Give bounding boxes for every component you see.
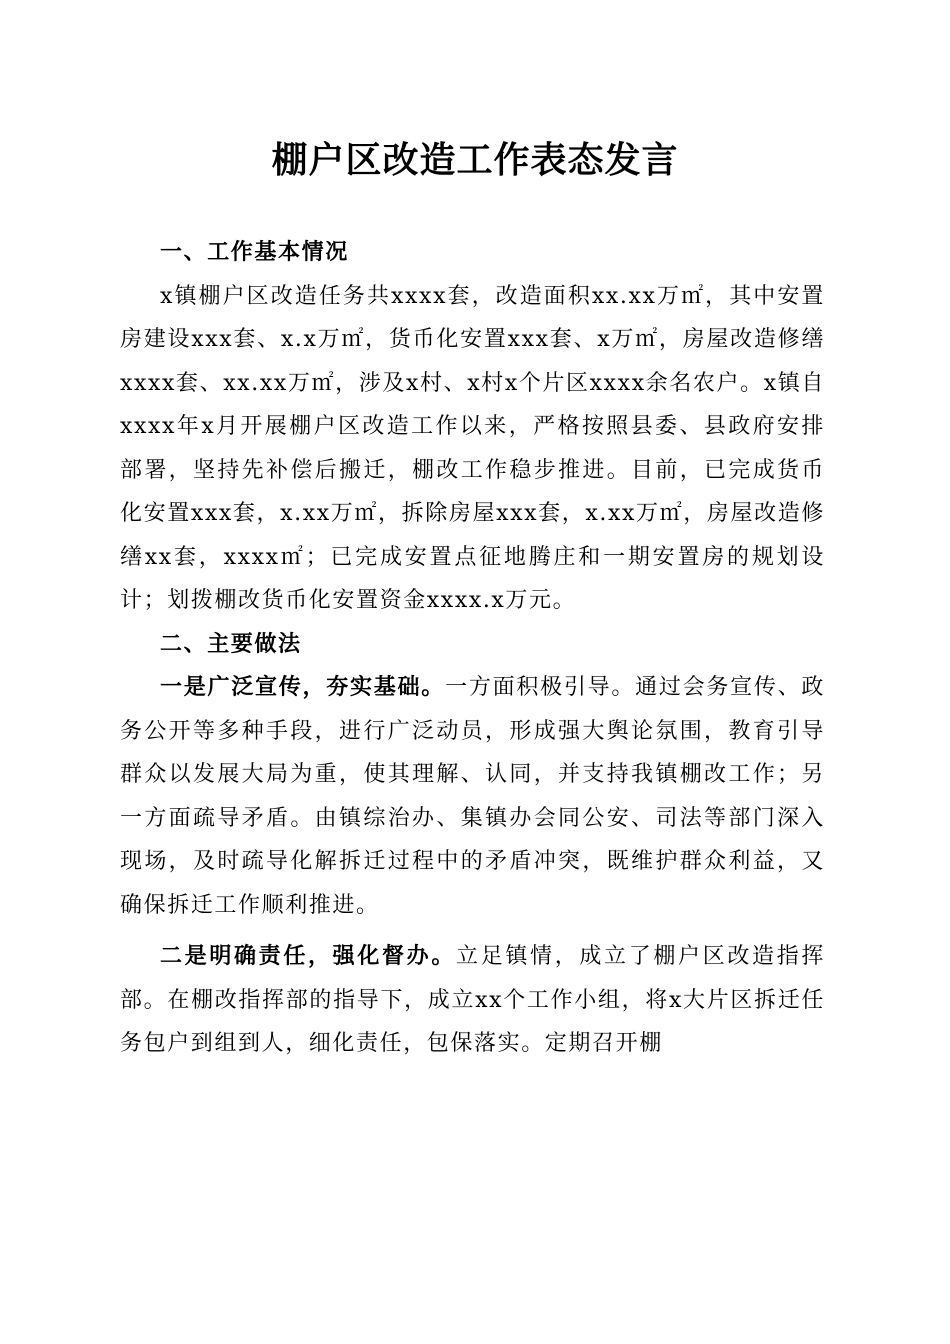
document-body (120, 231, 825, 1066)
section-heading-main-practices: 二、主要做法 (160, 631, 302, 657)
section-heading-basic-situation: 一、工作基本情况 (160, 240, 349, 265)
document-title: 棚户区改造工作表态发言 (271, 139, 679, 181)
paragraph-text-publicity: 一方面积极引导。通过会务宣传、政务公开等多种手段，进行广泛动员，形成强大舆论氛围，教育引导群众以发展大局为重，使其理解、认同，并支持我镇棚改工作；另一方面疏导矛盾。由镇综治办、集镇办会同公安、司法等部门深入现场，及时疏导化解拆迁过程中的矛盾冲突，既维护群众利益，又确保拆迁工作顺利推进。 (120, 675, 825, 918)
paragraph-basic-situation: x镇棚户区改造任务共xxxx套，改造面积xx.xx万㎡，其中安置房建设xxx套、x.x万㎡，货币化安置xxx套、x万㎡，房屋改造修缮xxxx套、xx.xx万㎡，涉及x村、x村x个片区xxxx余名农户。x镇自xxxx年x月开展棚户区改造工作以来，严格按照县委、县政府安排部署，坚持先补偿后搬迁，棚改工作稳步推进。目前，已完成货币化安置xxx套，x.xx万㎡，拆除房屋xxx套，x.xx万㎡，房屋改造修缮xx套，xxxx㎡；已完成安置点征地腾庄和一期安置房的规划设计；划拨棚改货币化安置资金xxxx.x万元。 (120, 283, 825, 613)
paragraph-lead-responsibility: 二是明确责任，强化督办。 (160, 944, 457, 969)
paragraph-publicity (120, 666, 825, 927)
paragraph-text-responsibility: 立足镇情，成立了棚户区改造指挥部。在棚改指挥部的指导下，成立xx个工作小组，将x大片区拆迁任务包户到组到人，细化责任，包保落实。定期召开棚 (120, 944, 825, 1056)
paragraph-responsibility (120, 935, 825, 1066)
paragraph-lead-publicity: 一是广泛宣传，夯实基础。 (160, 675, 446, 700)
